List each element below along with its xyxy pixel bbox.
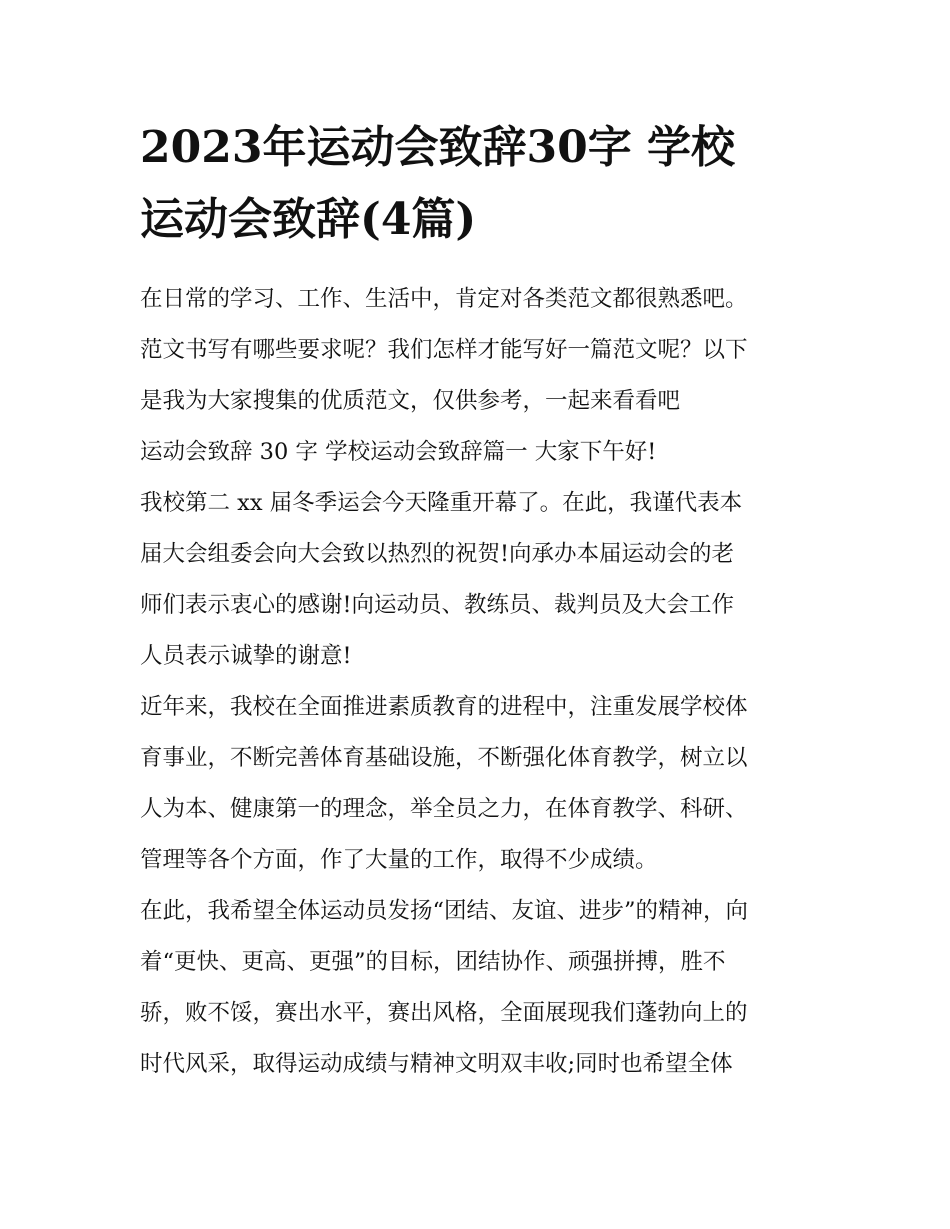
body-line: 人为本、健康第一的理念，举全员之力，在体育教学、科研、 — [140, 796, 748, 822]
body-line: 管理等各个方面，作了大量的工作，取得不少成绩。 — [140, 847, 658, 873]
body-line: 育事业，不断完善体育基础设施，不断强化体育教学，树立以 — [140, 745, 748, 771]
body-line: 届大会组委会向大会致以热烈的祝贺!向承办本届运动会的老 — [140, 541, 735, 567]
body-line: 在此，我希望全体运动员发扬“团结、友谊、进步”的精神，向 — [140, 898, 749, 924]
body-line: 着“更快、更高、更强”的目标，团结协作、顽强拼搏，胜不 — [140, 949, 726, 975]
document-body — [140, 274, 820, 1090]
body-line: 时代风采，取得运动成绩与精神文明双丰收;同时也希望全体 — [140, 1051, 733, 1077]
body-line: 师们表示衷心的感谢!向运动员、教练员、裁判员及大会工作 — [140, 592, 735, 618]
body-line: 是我为大家搜集的优质范文，仅供参考，一起来看看吧 — [140, 388, 681, 414]
title-line-1: 2023年运动会致辞30字 学校 — [140, 122, 736, 173]
body-line: 在日常的学习、工作、生活中，肯定对各类范文都很熟悉吧。 — [140, 286, 748, 312]
body-line: 近年来，我校在全面推进素质教育的进程中，注重发展学校体 — [140, 694, 748, 720]
title-line-2: 运动会致辞(4篇) — [140, 194, 477, 245]
body-line: 运动会致辞 30 字 学校运动会致辞篇一 大家下午好! — [140, 439, 657, 465]
body-line: 范文书写有哪些要求呢？我们怎样才能写好一篇范文呢？以下 — [140, 337, 748, 363]
body-line: 我校第二 xx 届冬季运会今天隆重开幕了。在此，我谨代表本 — [140, 490, 743, 516]
document-page — [140, 112, 820, 1090]
body-line: 骄，败不馁，赛出水平，赛出风格，全面展现我们蓬勃向上的 — [140, 1000, 748, 1026]
body-line: 人员表示诚挚的谢意! — [140, 643, 352, 669]
document-title — [140, 112, 820, 256]
